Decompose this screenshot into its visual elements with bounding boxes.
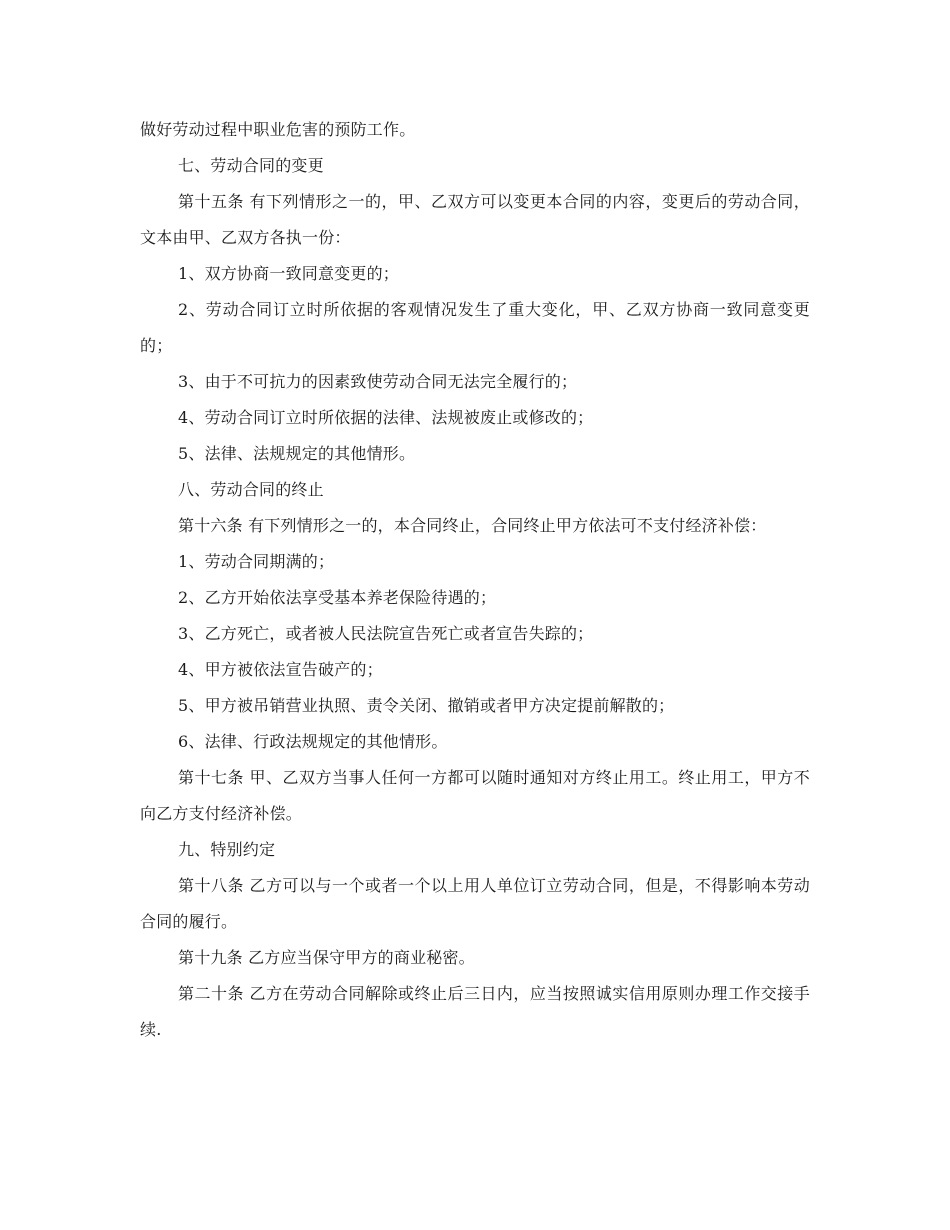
list-item: 5、法律、法规规定的其他情形。: [178, 444, 416, 463]
section-heading-9: 九、特别约定: [178, 840, 276, 859]
section-heading-8: 八、劳动合同的终止: [178, 480, 324, 499]
article-17: 第十七条 甲、乙双方当事人任何一方都可以随时通知对方终止用工。终止用工，甲方不向乙方支付经济补偿。: [140, 768, 810, 823]
article-20: 第二十条 乙方在劳动合同解除或终止后三日内，应当按照诚实信用原则办理工作交接手续.: [140, 984, 810, 1039]
document-page: [140, 112, 810, 1048]
list-item: 1、双方协商一致同意变更的；: [178, 264, 399, 283]
list-item: 2、乙方开始依法享受基本养老保险待遇的；: [178, 588, 497, 607]
list-item: 1、劳动合同期满的；: [178, 552, 335, 571]
article-16: 第十六条 有下列情形之一的，本合同终止，合同终止甲方依法可不支付经济补偿：: [178, 516, 767, 535]
list-item: 2、劳动合同订立时所依据的客观情况发生了重大变化，甲、乙双方协商一致同意变更的；: [140, 300, 810, 355]
paragraph-continuation: 做好劳动过程中职业危害的预防工作。: [140, 120, 416, 139]
article-18: 第十八条 乙方可以与一个或者一个以上用人单位订立劳动合同，但是，不得影响本劳动合同的履行。: [140, 876, 810, 931]
list-item: 6、法律、行政法规规定的其他情形。: [178, 732, 448, 751]
list-item: 4、劳动合同订立时所依据的法律、法规被废止或修改的；: [178, 408, 594, 427]
list-item: 4、甲方被依法宣告破产的；: [178, 660, 383, 679]
article-19: 第十九条 乙方应当保守甲方的商业秘密。: [178, 948, 475, 967]
list-item: 3、乙方死亡，或者被人民法院宣告死亡或者宣告失踪的；: [178, 624, 594, 643]
article-15: 第十五条 有下列情形之一的，甲、乙双方可以变更本合同的内容，变更后的劳动合同，文本由甲、乙双方各执一份：: [140, 192, 810, 247]
section-heading-7: 七、劳动合同的变更: [178, 156, 324, 175]
list-item: 5、甲方被吊销营业执照、责令关闭、撤销或者甲方决定提前解散的；: [178, 696, 675, 715]
list-item: 3、由于不可抗力的因素致使劳动合同无法完全履行的；: [178, 372, 578, 391]
